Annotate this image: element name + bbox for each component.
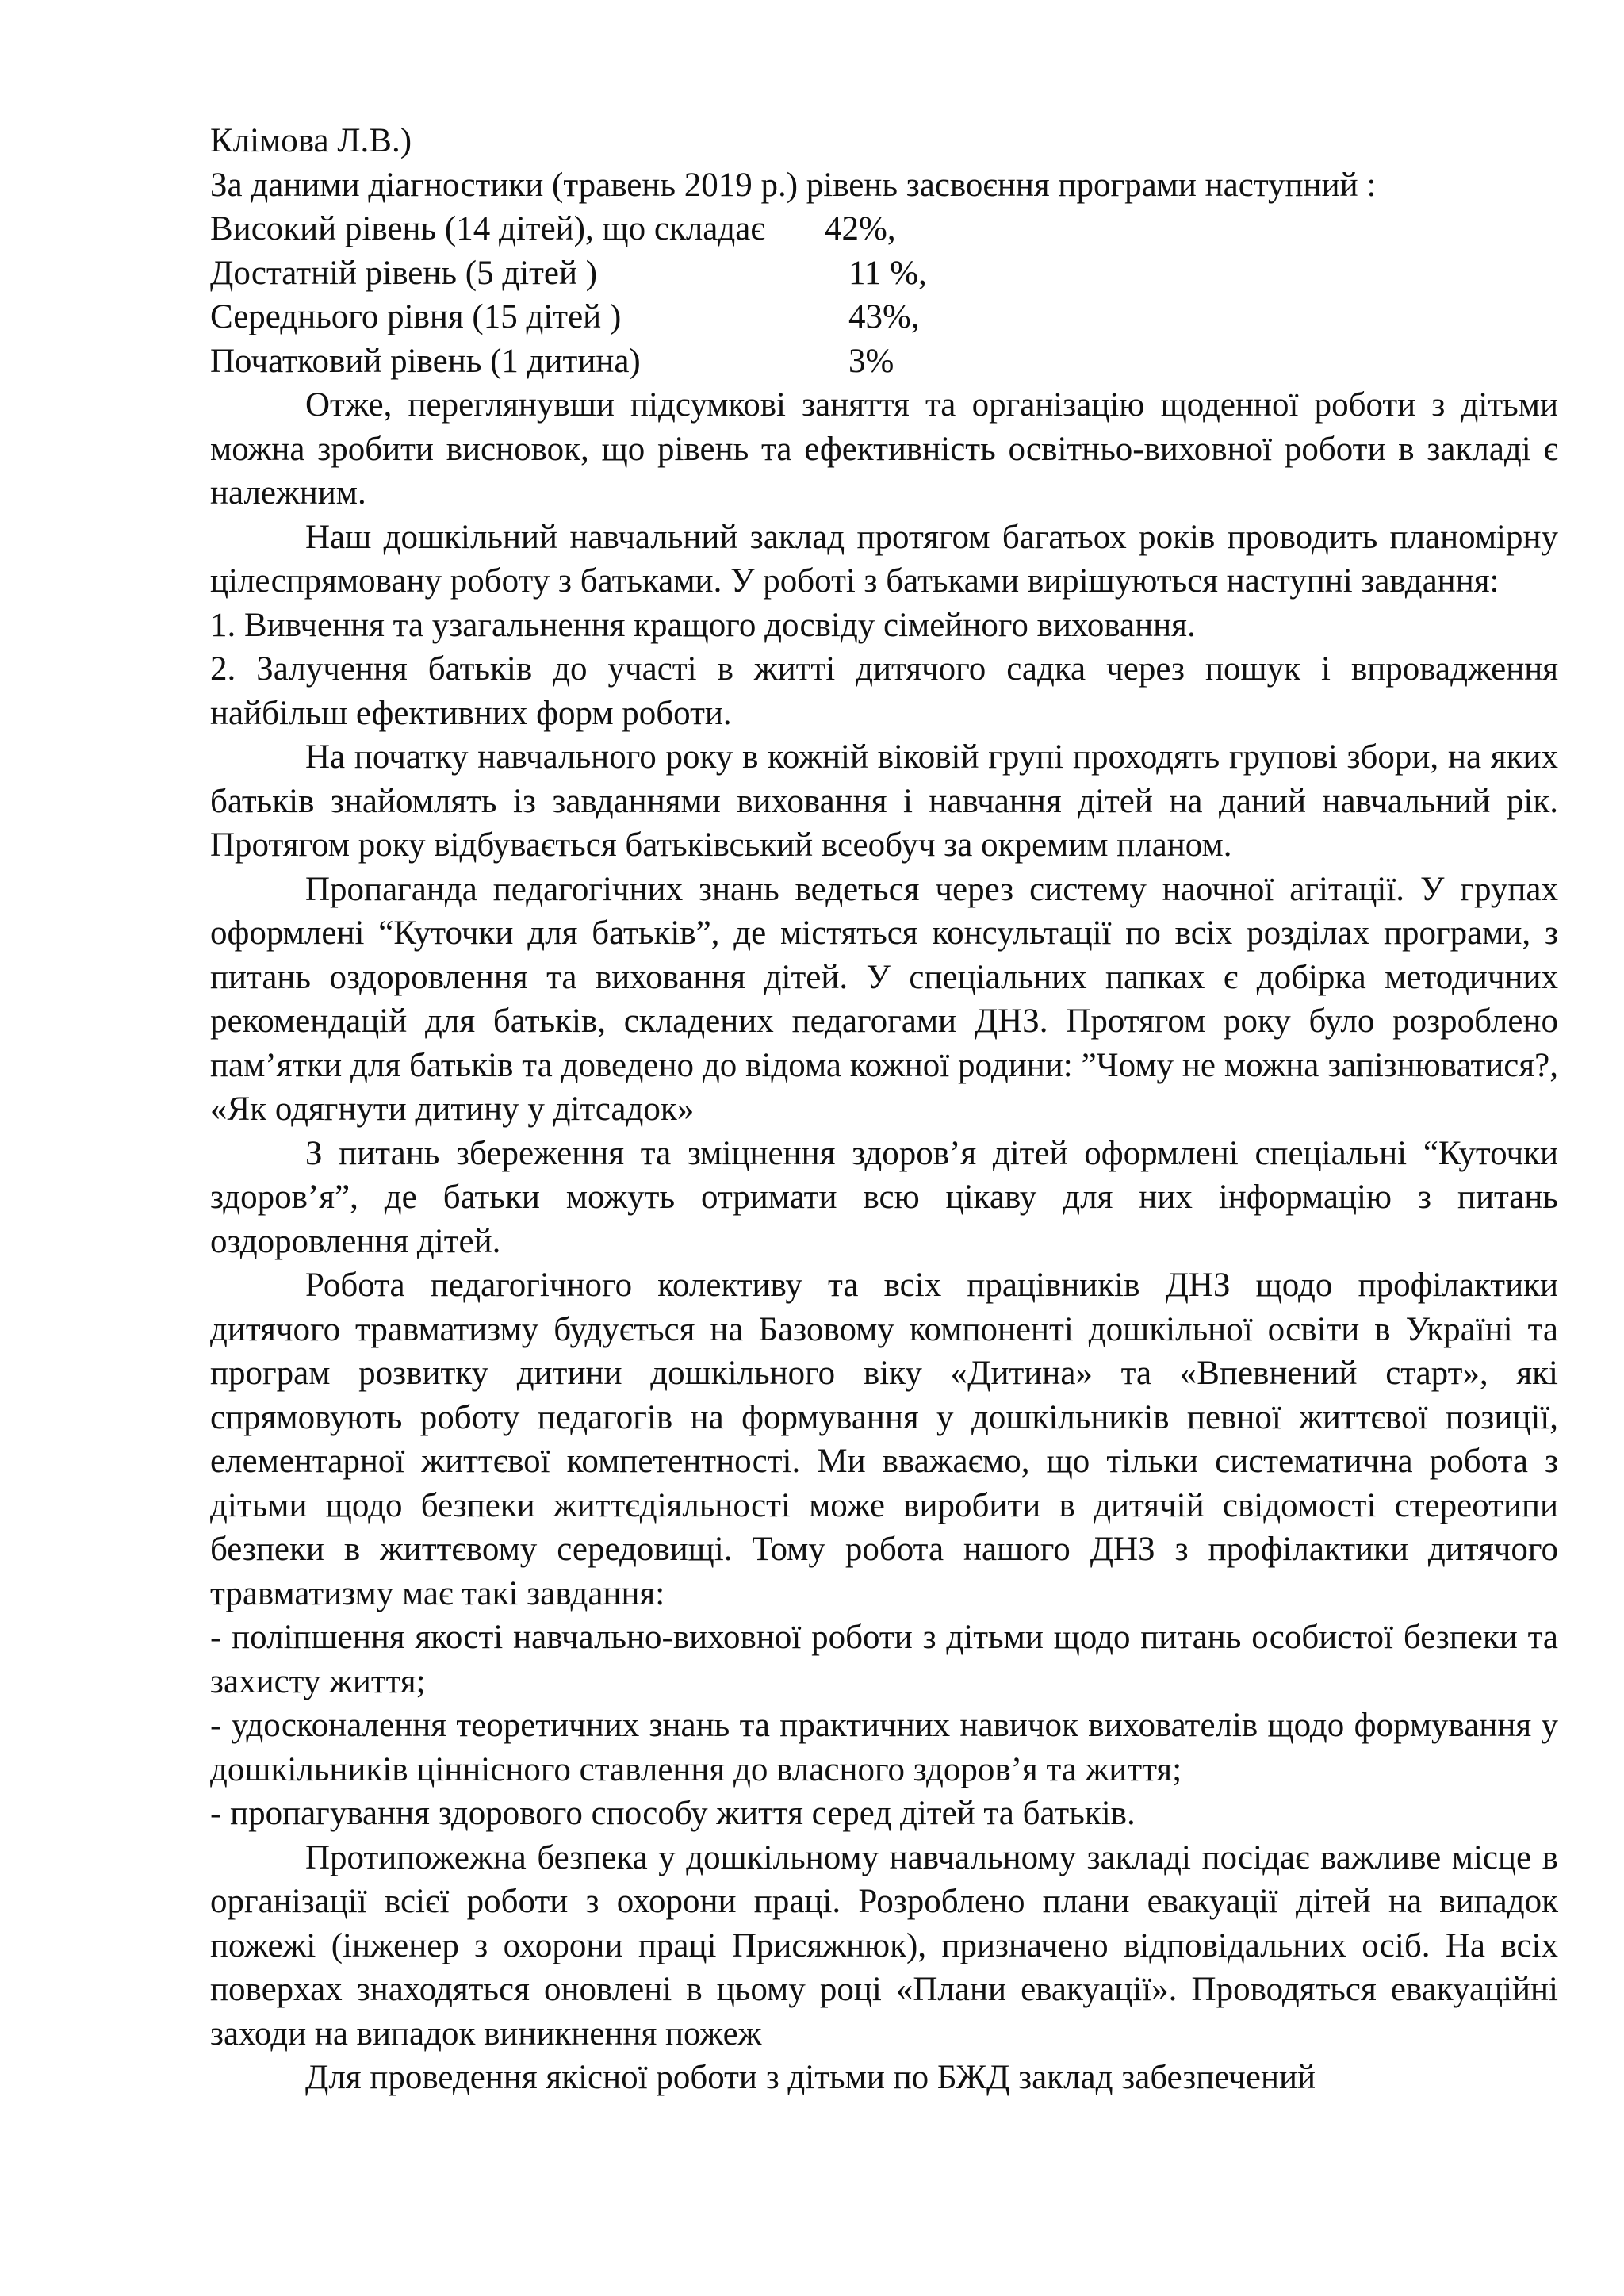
bullet-item: - пропагування здорового способу життя серед дітей та батьків. xyxy=(210,1795,1136,1832)
level-label: Початковий рівень (1 дитина) xyxy=(210,342,641,380)
diagnostics-intro: За даними діагностики (травень 2019 р.) рівень засвоєння програми наступний : xyxy=(210,166,1377,204)
level-row-high xyxy=(210,207,1558,251)
header-line: Клімова Л.В.) xyxy=(210,122,412,159)
paragraph-fire-safety: Протипожежна безпека у дошкільному навчальному закладі посідає важливе місце в організації всієї роботи з охорони праці. Розроблено плани евакуації дітей на випадок пожежі (інженер з охорони праці Присяжнюк), призначено відповідальних осіб. На всіх поверхах знаходяться оновлені в цьому році «Плани евакуації». Проводяться евакуаційні заходи на випадок виникнення пожеж xyxy=(210,1838,1558,2053)
level-label: Високий рівень (14 дітей), що складає xyxy=(210,210,765,247)
bullet-item: - поліпшення якості навчально-виховної роботи з дітьми щодо питань особистої безпеки та захисту життя; xyxy=(210,1619,1558,1700)
paragraph-parents-work: Наш дошкільний навчальний заклад протягом багатьох років проводить планомірну цілеспрямовану роботу з батьками. У роботі з батьками вирішуються наступні завдання: xyxy=(210,518,1558,600)
level-row-initial xyxy=(210,339,1558,384)
paragraph-health-corners: З питань збереження та зміцнення здоров’я дітей оформлені спеціальні “Куточки здоров’я”, де батьки можуть отримати всю цікаву для них інформацію з питань оздоровлення дітей. xyxy=(210,1134,1558,1260)
level-row-sufficient xyxy=(210,251,1558,296)
level-row-medium xyxy=(210,295,1558,339)
paragraph-conclusion: Отже, переглянувши підсумкові заняття та організацію щоденної роботи з дітьми можна зробити висновок, що рівень та ефективність освітньо-виховної роботи в закладі є належним. xyxy=(210,386,1558,512)
level-percent: 43%, xyxy=(848,298,920,335)
task-item: 2. Залучення батьків до участі в житті дитячого садка через пошук і впровадження найбільш ефективних форм роботи. xyxy=(210,650,1558,732)
level-percent: 3% xyxy=(848,342,894,380)
paragraph-group-meetings: На початку навчального року в кожній віковій групі проходять групові збори, на яких батьків знайомлять із завданнями виховання і навчання дітей на даний навчальний рік. Протягом року відбувається батьківський всеобуч за окремим планом. xyxy=(210,738,1558,864)
level-percent: 42%, xyxy=(825,210,896,247)
document-body xyxy=(210,119,1558,2100)
task-item: 1. Вивчення та узагальнення кращого досвіду сімейного виховання. xyxy=(210,606,1196,644)
bullet-item: - удосконалення теоретичних знань та практичних навичок вихователів щодо формування у дошкільників ціннісного ставлення до власного здоров’я та життя; xyxy=(210,1707,1558,1788)
level-label: Достатній рівень (5 дітей ) xyxy=(210,254,598,292)
level-percent: 11 %, xyxy=(848,254,927,292)
paragraph-bzhd: Для проведення якісної роботи з дітьми по БЖД заклад забезпечений xyxy=(305,2059,1316,2096)
paragraph-propaganda: Пропаганда педагогічних знань ведеться через систему наочної агітації. У групах оформлені “Куточки для батьків”, де містяться консультації по всіх розділах програми, з питань оздоровлення та виховання дітей. У спеціальних папках є добірка методичних рекомендацій для батьків, складених педагогами ДНЗ. Протягом року було розроблено пам’ятки для батьків та доведено до відома кожної родини: ”Чому не можна запізнюватися?, «Як одягнути дитину у дітсадок» xyxy=(210,870,1558,1128)
level-label: Середнього рівня (15 дітей ) xyxy=(210,298,622,335)
paragraph-injury-prevention: Робота педагогічного колективу та всіх працівників ДНЗ щодо профілактики дитячого травматизму будується на Базовому компоненті дошкільної освіти в Україні та програм розвитку дитини дошкільного віку «Дитина» та «Впевнений старт», які спрямовують роботу педагогів на формування у дошкільників певної життєвої позиції, елементарної життєвої компетентності. Ми вважаємо, що тільки систематична робота з дітьми щодо безпеки життєдіяльності може виробити в дитячій свідомості стереотипи безпеки в життєвому середовищі. Тому робота нашого ДНЗ з профілактики дитячого травматизму має такі завдання: xyxy=(210,1267,1558,1612)
